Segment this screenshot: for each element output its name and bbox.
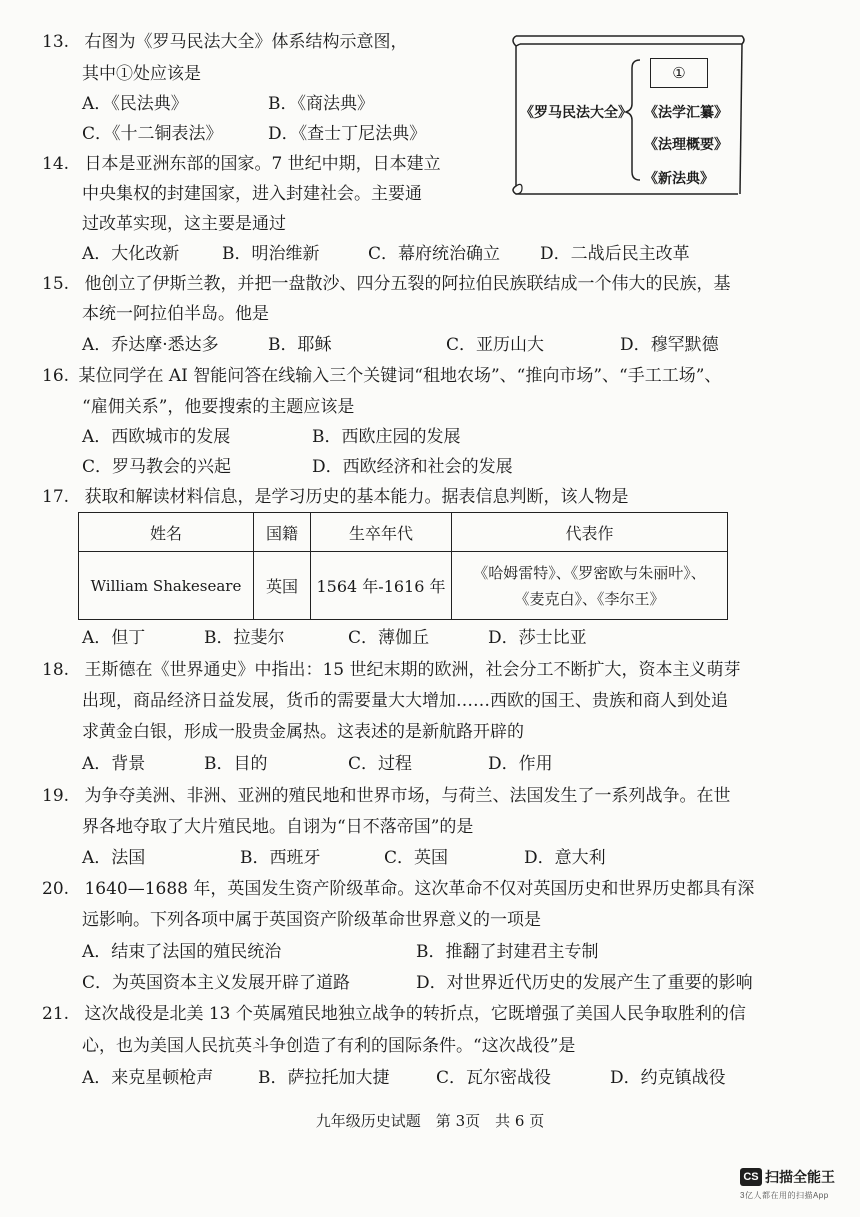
q18-stem-line1 [42,658,741,682]
q18-option-b[interactable]: B．目的 [204,754,268,774]
table-row [79,552,728,620]
q15-stem-line1 [42,272,730,296]
q14-stem-line1 [42,152,441,176]
table-header-row [79,513,728,552]
q16-stem-line1 [42,364,721,388]
q19-stem-line1 [42,784,730,808]
diagram-item-novels: 《新法典》 [644,171,714,187]
q14-stem-line2: 中央集权的封建国家，进入封建社会。主要通 [82,184,422,204]
q14-option-d[interactable]: D．二战后民主改革 [540,244,690,264]
q15-option-b[interactable]: B．耶稣 [268,335,332,355]
q15-option-c[interactable]: C．亚历山大 [446,335,545,355]
table-header-name: 姓名 [79,513,254,552]
watermark-brand: 扫描全能王 [765,1168,835,1185]
q18-option-c[interactable]: C．过程 [348,754,413,774]
camscanner-logo-icon: CS [740,1168,762,1186]
q20-option-d[interactable]: D．对世界近代历史的发展产生了重要的影响 [416,973,753,993]
q19-option-a[interactable]: A．法国 [82,848,146,868]
q19-option-d[interactable]: D．意大利 [524,848,606,868]
q13-stem-line1 [42,30,407,54]
diagram-item-digest: 《法学汇纂》 [644,105,728,121]
q15-stem-text1: 他创立了伊斯兰教，并把一盘散沙、四分五裂的阿拉伯民族联结成一个伟大的民族，基 [84,274,731,294]
q20-option-c[interactable]: C．为英国资本主义发展开辟了道路 [82,973,351,993]
q16-option-a[interactable]: A．西欧城市的发展 [82,427,231,447]
works-line1: 《哈姆雷特》、《罗密欧与朱丽叶》、 [473,563,706,582]
q20-option-b[interactable]: B．推翻了封建君主专制 [416,942,599,962]
q17-stem-text1: 获取和解读材料信息，是学习历史的基本能力。据表信息判断，该人物是 [84,487,629,507]
q16-stem-text1: 某位同学在 AI 智能问答在线输入三个关键词“租地农场”、“推向市场”、“手工工场”、 [78,366,722,386]
q13-option-d[interactable]: D．《查士丁尼法典》 [268,124,427,144]
q16-option-d[interactable]: D．西欧经济和社会的发展 [312,457,513,477]
q21-stem-line1 [42,1002,746,1026]
q20-stem-text1: 1640—1688 年，英国发生资产阶级革命。这次革命不仅对英国历史和世界历史都具有深 [84,879,755,899]
q18-stem-text1: 王斯德在《世界通史》中指出：15 世纪末期的欧洲，社会分工不断扩大，资本主义萌芽 [84,660,741,680]
diagram-item-blank: ① [650,58,708,88]
q17-option-a[interactable]: A．但丁 [82,628,146,648]
q21-option-a[interactable]: A．来克星顿枪声 [82,1068,214,1088]
table-cell-name: William Shakeseare [79,552,254,620]
q20-stem-line2: 远影响。下列各项中属于英国资产阶级革命世界意义的一项是 [82,910,541,930]
q16-number: 16. [42,366,70,386]
q15-number: 15. [42,274,70,294]
q15-stem-line2: 本统一阿拉伯半岛。他是 [82,304,269,324]
roman-law-structure-diagram [506,28,746,198]
q16-stem-line2: “雇佣关系”，他要搜索的主题应该是 [82,397,355,417]
q18-stem-line2: 出现，商品经济日益发展，货币的需要量大大增加……西欧的国王、贵族和商人到处追 [82,691,728,711]
q17-option-b[interactable]: B．拉斐尔 [204,628,285,648]
q19-number: 19. [42,786,70,806]
table-cell-years: 1564 年-1616 年 [311,552,452,620]
q14-stem-line3: 过改革实现，这主要是通过 [82,214,286,234]
q13-number: 13. [42,32,70,52]
q16-option-b[interactable]: B．西欧庄园的发展 [312,427,461,447]
q18-number: 18. [42,660,70,680]
page-footer: 九年级历史试题 第 3页 共 6 页 [315,1112,545,1130]
q13-option-c[interactable]: C．《十二铜表法》 [82,124,223,144]
q19-option-b[interactable]: B．西班牙 [240,848,321,868]
q14-option-b[interactable]: B．明治维新 [222,244,320,264]
q17-number: 17. [42,487,70,507]
q14-option-a[interactable]: A．大化改新 [82,244,180,264]
q13-option-a[interactable]: A．《民法典》 [82,94,188,114]
q19-option-c[interactable]: C．英国 [384,848,449,868]
table-header-nationality: 国籍 [254,513,311,552]
q21-option-d[interactable]: D．约克镇战役 [610,1068,726,1088]
q17-option-c[interactable]: C．薄伽丘 [348,628,430,648]
table-cell-works [452,552,728,620]
q17-stem-line1 [42,485,628,509]
q18-stem-line3: 求黄金白银，形成一股贵金属热。这表述的是新航路开辟的 [82,722,524,742]
q18-option-d[interactable]: D．作用 [488,754,553,774]
q21-stem-text1: 这次战役是北美 13 个英属殖民地独立战争的转折点，它既增强了美国人民争取胜利的信 [84,1004,746,1024]
table-header-works: 代表作 [452,513,728,552]
q20-stem-line1 [42,877,754,901]
works-line2: 《麦克白》、《李尔王》 [514,589,665,608]
q14-number: 14. [42,154,70,174]
q13-option-b[interactable]: B．《商法典》 [268,94,374,114]
q15-option-a[interactable]: A．乔达摩·悉达多 [82,335,219,355]
table-header-years: 生卒年代 [311,513,452,552]
q21-option-b[interactable]: B．萨拉托加大捷 [258,1068,390,1088]
q20-option-a[interactable]: A．结束了法国的殖民统治 [82,942,282,962]
q19-stem-line2: 界各地夺取了大片殖民地。自诩为“日不落帝国”的是 [82,817,474,837]
q20-number: 20. [42,879,70,899]
q21-number: 21. [42,1004,70,1024]
diagram-root: 《罗马民法大全》 [520,105,632,121]
q21-option-c[interactable]: C．瓦尔密战役 [436,1068,552,1088]
watermark-tagline: 3亿人都在用的扫描App [740,1190,829,1200]
q13-stem-text1: 右图为《罗马民法大全》体系结构示意图， [84,32,408,52]
q14-stem-text1: 日本是亚洲东部的国家。7 世纪中期，日本建立 [84,154,441,174]
person-info-table [78,512,728,620]
q14-option-c[interactable]: C．幕府统治确立 [368,244,501,264]
scanner-watermark [740,1166,835,1201]
q19-stem-text1: 为争夺美洲、非洲、亚洲的殖民地和世界市场，与荷兰、法国发生了一系列战争。在世 [84,786,731,806]
table-cell-nationality: 英国 [254,552,311,620]
q21-stem-line2: 心，也为美国人民抗英斗争创造了有利的国际条件。“这次战役”是 [82,1036,576,1056]
q13-stem-line2: 其中①处应该是 [82,64,201,84]
q17-option-d[interactable]: D．莎士比亚 [488,628,587,648]
q18-option-a[interactable]: A．背景 [82,754,146,774]
diagram-item-institutes: 《法理概要》 [644,137,728,153]
q16-option-c[interactable]: C．罗马教会的兴起 [82,457,232,477]
q15-option-d[interactable]: D．穆罕默德 [620,335,719,355]
